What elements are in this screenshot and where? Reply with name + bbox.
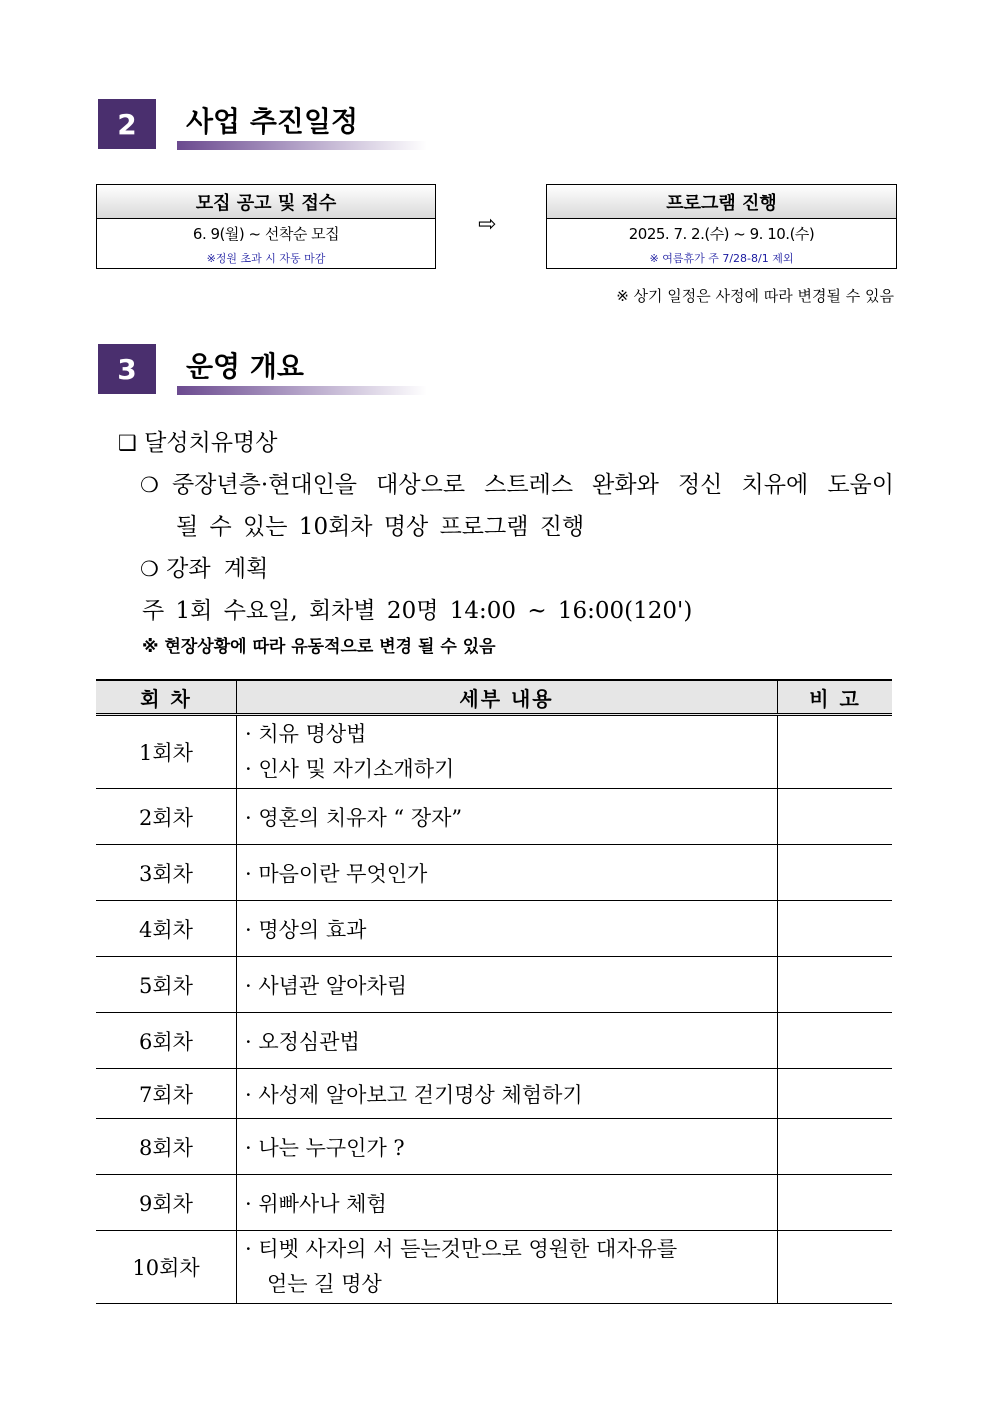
session-cell: 4회차 bbox=[96, 901, 237, 957]
note-cell bbox=[778, 901, 893, 957]
session-cell: 5회차 bbox=[96, 957, 237, 1013]
table-row bbox=[96, 1175, 892, 1231]
detail-cell: · 영혼의 치유자 “ 장자” bbox=[237, 789, 778, 845]
header-note: 비 고 bbox=[778, 680, 893, 715]
note-cell bbox=[778, 1069, 893, 1119]
table-row bbox=[96, 1013, 892, 1069]
schedule-note: ※정원 초과 시 자동 마감 bbox=[206, 252, 326, 265]
detail-cell bbox=[237, 1231, 778, 1304]
description-line-2: 될 수 있는 10회차 명상 프로그램 진행 bbox=[176, 514, 585, 540]
detail-item: · 티벳 사자의 서 듣는것만으로 영원한 대자유를 bbox=[245, 1237, 678, 1261]
sessions-table bbox=[96, 679, 892, 1304]
checkbox-bullet-icon: ❑ bbox=[118, 431, 137, 455]
schedule-note: ※ 여름휴가 주 7/28-8/1 제외 bbox=[649, 252, 794, 265]
session-cell: 6회차 bbox=[96, 1013, 237, 1069]
table-row bbox=[96, 1119, 892, 1175]
detail-cell bbox=[237, 715, 778, 789]
detail-cell: · 사성제 알아보고 걷기명상 체험하기 bbox=[237, 1069, 778, 1119]
note-cell bbox=[778, 715, 893, 789]
session-cell: 1회차 bbox=[96, 715, 237, 789]
table-row bbox=[96, 957, 892, 1013]
program-line bbox=[118, 424, 277, 457]
detail-cell: · 명상의 효과 bbox=[237, 901, 778, 957]
section-title: 사업 추진일정 bbox=[186, 105, 359, 138]
section-underline bbox=[177, 141, 427, 150]
schedule-date: 6. 9(월) ~ 선착순 모집 bbox=[192, 225, 340, 243]
note-cell bbox=[778, 845, 893, 901]
table-row bbox=[96, 845, 892, 901]
schedule-box-program bbox=[546, 184, 897, 269]
schedule-header: 프로그램 진행 bbox=[547, 185, 896, 219]
arrow-right-icon: ⇨ bbox=[478, 212, 497, 237]
circle-bullet-icon: ❍ bbox=[140, 473, 159, 497]
plan-label: 강좌 계획 bbox=[166, 556, 269, 582]
table-row bbox=[96, 901, 892, 957]
schedule-date: 2025. 7. 2.(수) ~ 9. 10.(수) bbox=[628, 225, 815, 243]
detail-cell: · 나는 누구인가 ? bbox=[237, 1119, 778, 1175]
session-cell: 8회차 bbox=[96, 1119, 237, 1175]
table-header-row bbox=[96, 680, 892, 715]
table-row bbox=[96, 789, 892, 845]
table-row bbox=[96, 715, 892, 789]
schedule-footnote: ※ 상기 일정은 사정에 따라 변경될 수 있음 bbox=[616, 287, 894, 305]
session-cell: 10회차 bbox=[96, 1231, 237, 1304]
program-name: 달성치유명상 bbox=[144, 430, 278, 456]
warning-text: ※ 현장상황에 따라 유동적으로 변경 될 수 있음 bbox=[142, 637, 496, 657]
note-cell bbox=[778, 957, 893, 1013]
description-line-1 bbox=[140, 466, 894, 499]
table-row bbox=[96, 1231, 892, 1304]
note-cell bbox=[778, 789, 893, 845]
schedule-box-recruit bbox=[96, 184, 436, 269]
detail-item: · 인사 및 자기소개하기 bbox=[245, 757, 455, 781]
note-cell bbox=[778, 1175, 893, 1231]
schedule-header: 모집 공고 및 접수 bbox=[97, 185, 435, 219]
header-session: 회 차 bbox=[96, 680, 237, 715]
header-detail: 세부 내용 bbox=[237, 680, 778, 715]
note-cell bbox=[778, 1119, 893, 1175]
schedule-text: 주 1회 수요일, 회차별 20명 14:00 ~ 16:00(120') bbox=[142, 598, 693, 624]
section-number: 3 bbox=[98, 344, 156, 394]
session-cell: 2회차 bbox=[96, 789, 237, 845]
note-cell bbox=[778, 1013, 893, 1069]
session-cell: 9회차 bbox=[96, 1175, 237, 1231]
detail-cell: · 사념관 알아차림 bbox=[237, 957, 778, 1013]
detail-item: 얻는 길 명상 bbox=[267, 1272, 382, 1296]
section-underline bbox=[177, 386, 427, 395]
note-cell bbox=[778, 1231, 893, 1304]
detail-cell: · 위빠사나 체험 bbox=[237, 1175, 778, 1231]
section-title: 운영 개요 bbox=[186, 350, 304, 383]
detail-cell: · 마음이란 무엇인가 bbox=[237, 845, 778, 901]
detail-cell: · 오정심관법 bbox=[237, 1013, 778, 1069]
session-cell: 3회차 bbox=[96, 845, 237, 901]
plan-line bbox=[140, 550, 268, 583]
detail-item: · 치유 명상법 bbox=[245, 722, 367, 746]
section-number: 2 bbox=[98, 99, 156, 149]
description-text: 중장년층·현대인을 대상으로 스트레스 완화와 정신 치유에 도움이 bbox=[171, 472, 894, 498]
table-row bbox=[96, 1069, 892, 1119]
circle-bullet-icon: ❍ bbox=[140, 557, 159, 581]
session-cell: 7회차 bbox=[96, 1069, 237, 1119]
